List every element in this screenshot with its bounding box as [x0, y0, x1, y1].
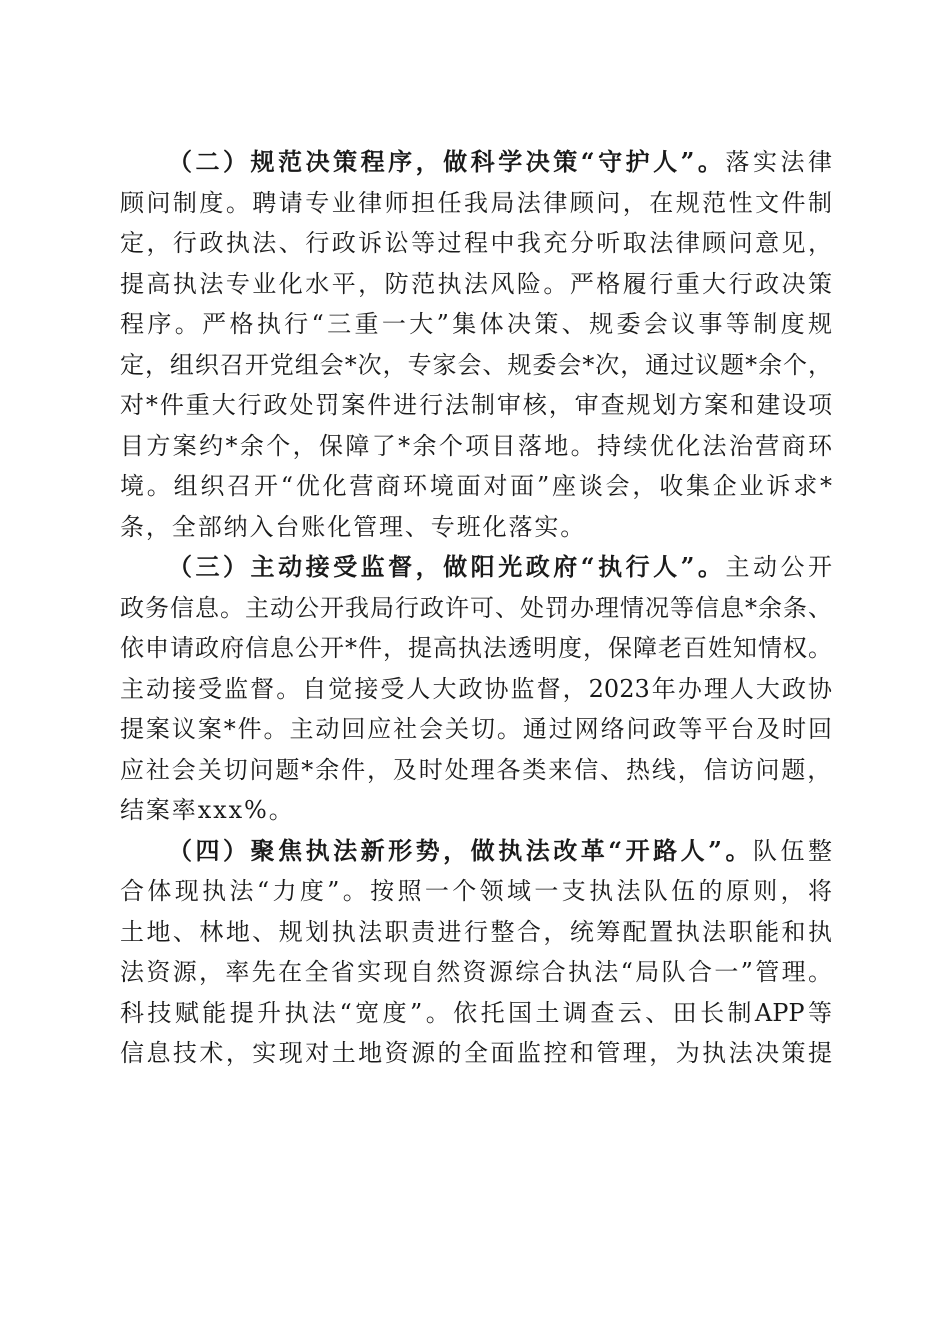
- section-heading: （三）主动接受监督，做阳光政府“执行人”。: [168, 552, 726, 581]
- text-line: 程序。严格执行“三重一大”集体决策、规委会议事等制度规: [120, 310, 832, 338]
- paragraph-first-line: [120, 142, 832, 183]
- text-line: 信息技术，实现对土地资源的全面监控和管理，为执法决策提: [120, 1039, 832, 1067]
- line-text: 主动公开: [725, 553, 833, 581]
- text-line: 法资源，率先在全省实现自然资源综合执法“局队合一”管理。: [120, 958, 832, 986]
- text-line: 提高执法专业化水平，防范执法风险。严格履行重大行政决策: [120, 269, 832, 298]
- text-line: 政务信息。主动公开我局行政许可、处罚办理情况等信息*余条、: [120, 593, 832, 622]
- text-line: 境。组织召开“优化营商环境面对面”座谈会，收集企业诉求*: [120, 472, 832, 500]
- text-line: 定，行政执法、行政诉讼等过程中我充分听取法律顾问意见，: [120, 229, 832, 257]
- text-line: 依申请政府信息公开*件，提高执法透明度，保障老百姓知情权。: [120, 634, 832, 662]
- section-heading: （二）规范决策程序，做科学决策“守护人”。: [168, 147, 726, 176]
- line-text: 队伍整: [752, 836, 833, 865]
- text-line: 科技赋能提升执法“宽度”。依托国土调查云、田长制APP等: [120, 998, 832, 1027]
- text-line: 提案议案*件。主动回应社会关切。通过网络问政等平台及时回: [120, 715, 832, 743]
- text-line: 顾问制度。聘请专业律师担任我局法律顾问，在规范性文件制: [120, 188, 832, 217]
- paragraph-first-line: [120, 547, 832, 588]
- text-line: 对*件重大行政处罚案件进行法制审核，审查规划方案和建设项: [120, 391, 832, 419]
- text-line: 合体现执法“力度”。按照一个领域一支执法队伍的原则，将: [120, 877, 832, 905]
- text-line-last: 结案率xxx%。: [120, 796, 295, 824]
- text-line: 主动接受监督。自觉接受人大政协监督，2023年办理人大政协: [120, 674, 832, 703]
- document-body: [120, 142, 832, 1074]
- section-heading: （四）聚焦执法新形势，做执法改革“开路人”。: [168, 835, 753, 865]
- paragraph-2: [120, 142, 832, 547]
- text-line: 定，组织召开党组会*次，专家会、规委会*次，通过议题*余个，: [120, 350, 832, 379]
- text-line-last: 条，全部纳入台账化管理、专班化落实。: [120, 512, 587, 541]
- line-text: 落实法律: [725, 148, 833, 176]
- paragraph-first-line: [120, 831, 832, 872]
- text-line: 目方案约*余个，保障了*余个项目落地。持续优化法治营商环: [120, 431, 832, 460]
- paragraph-3: [120, 547, 832, 831]
- text-line: 应社会关切问题*余件，及时处理各类来信、热线，信访问题，: [120, 755, 834, 784]
- paragraph-4: [120, 831, 832, 1074]
- text-line: 土地、林地、规划执法职责进行整合，统筹配置执法职能和执: [120, 917, 832, 946]
